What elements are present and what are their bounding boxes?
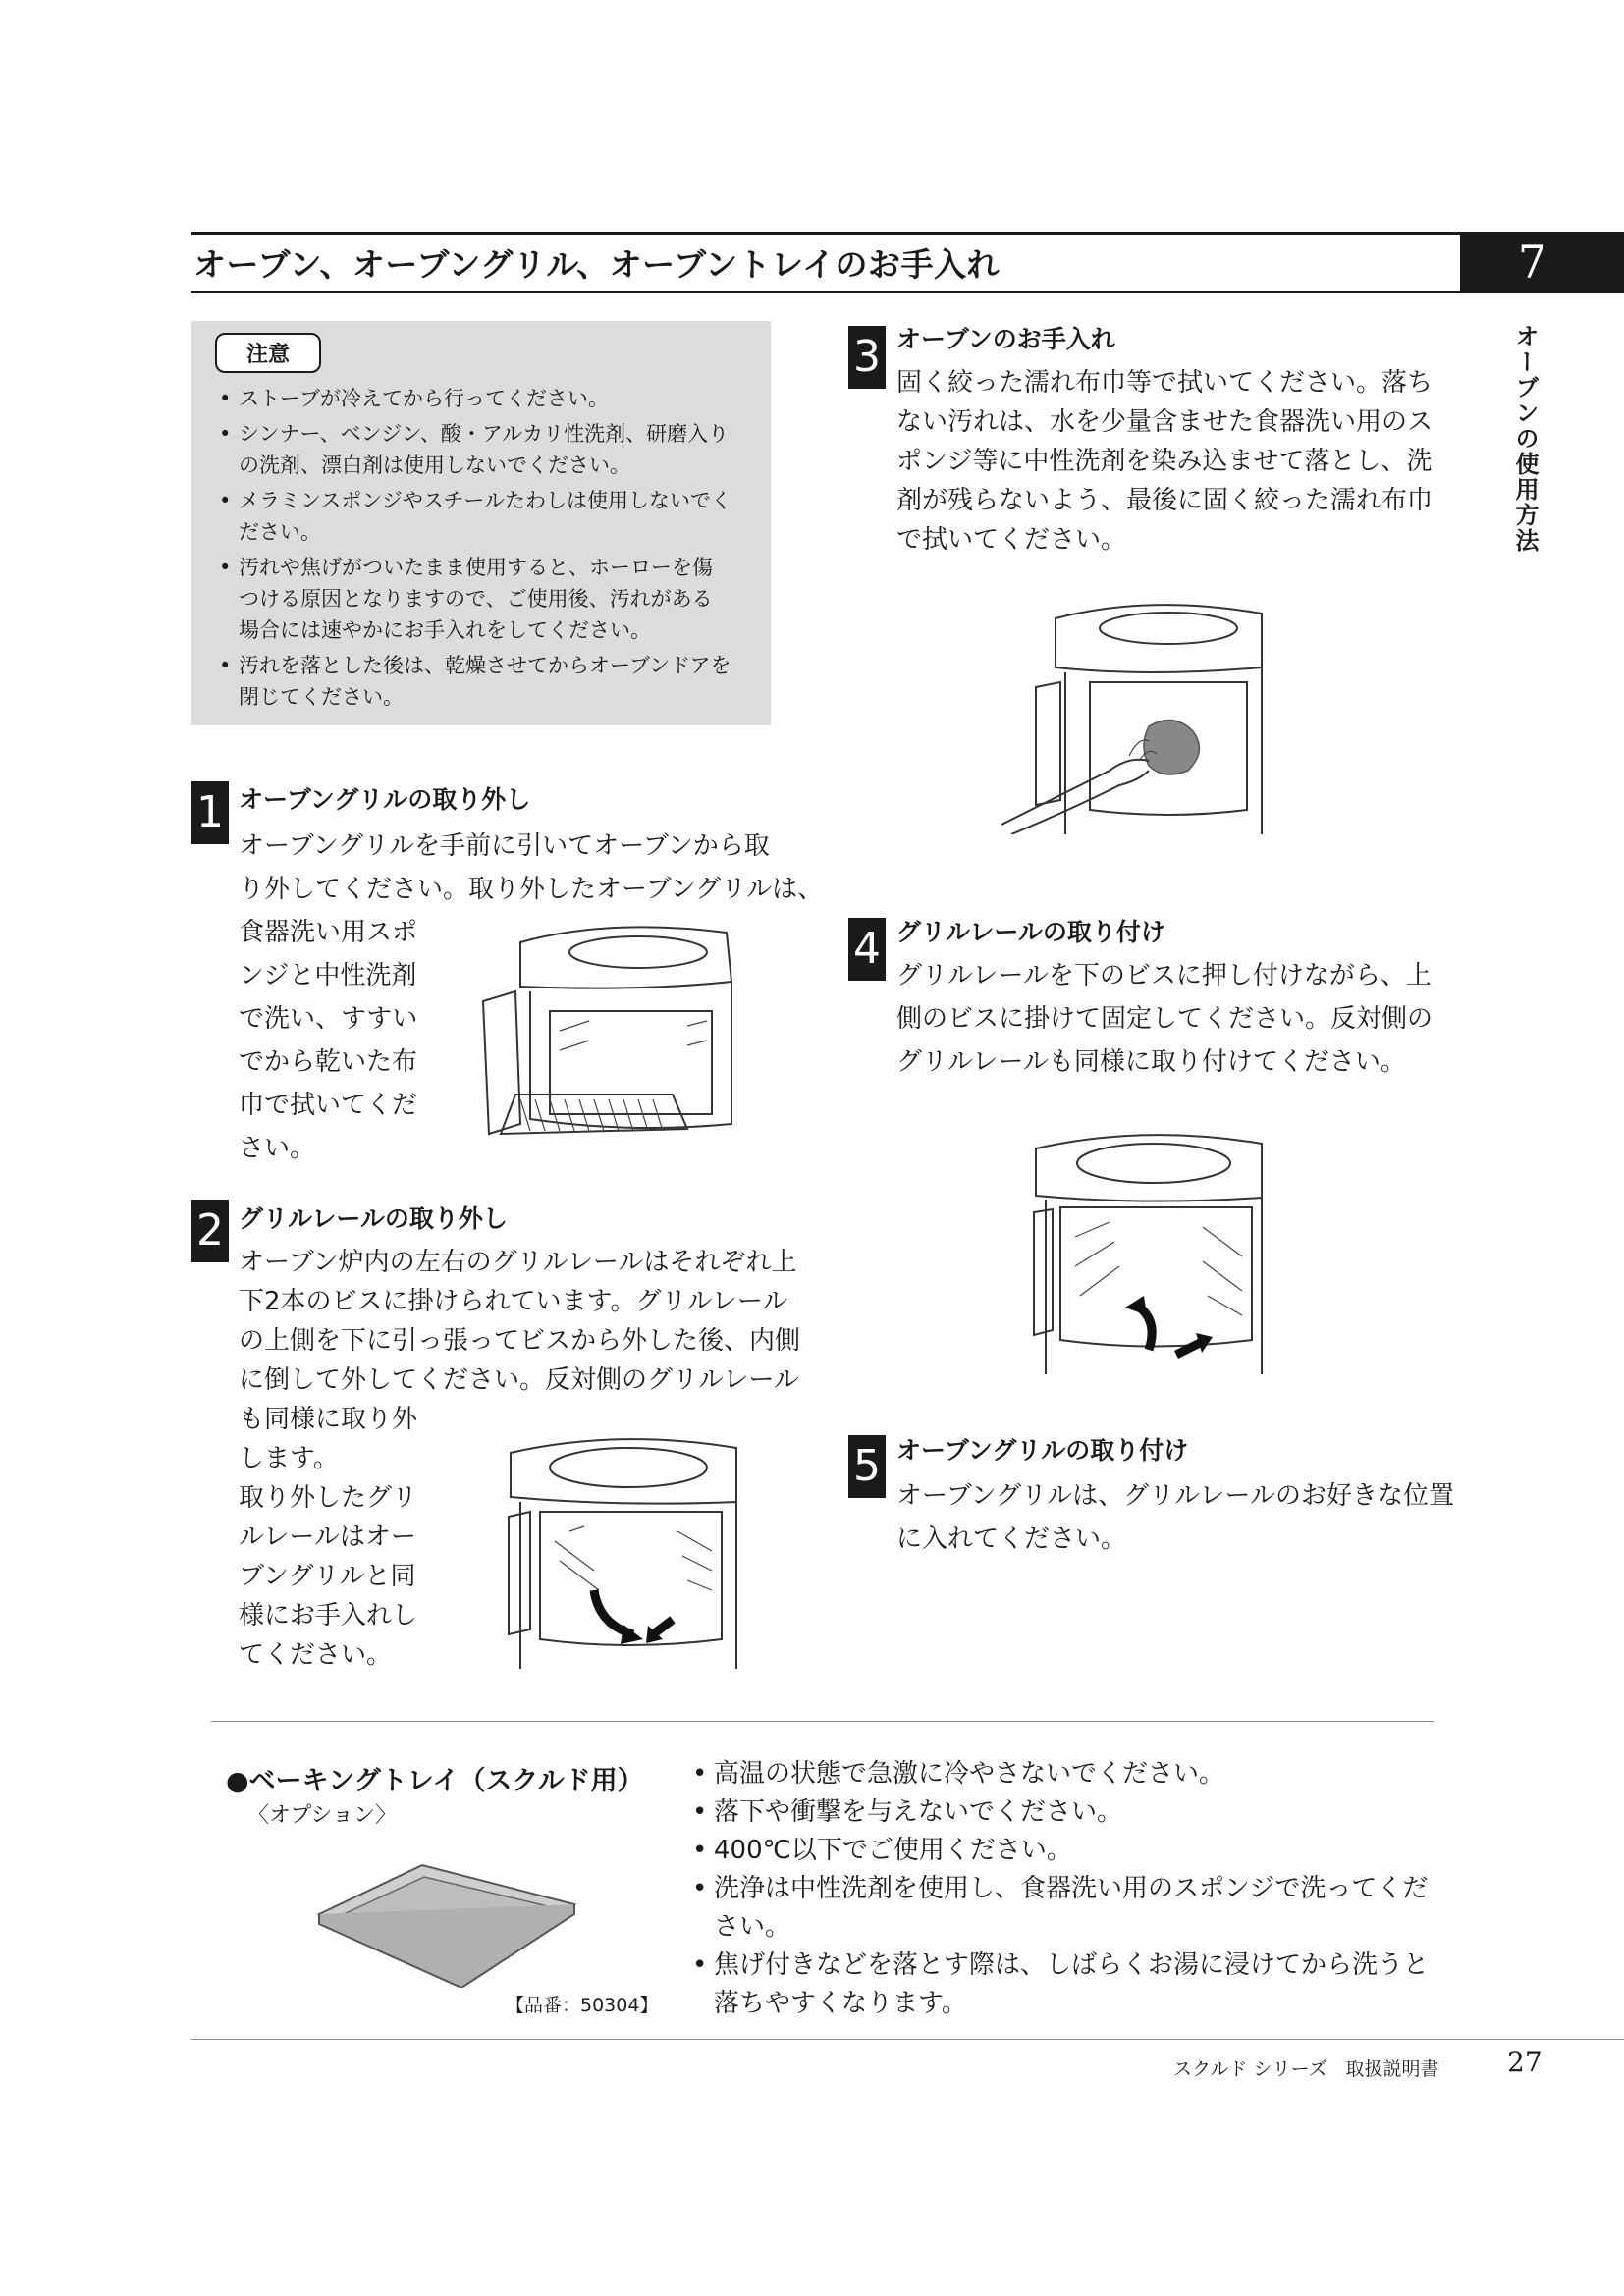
rail-installation-illustration	[1031, 1129, 1267, 1374]
step-line: さい。	[239, 1134, 316, 1163]
bullet-icon: •	[692, 1797, 708, 1827]
bullet-icon: •	[219, 422, 232, 446]
bullet-line: 高温の状態で急激に冷やさないでください。	[714, 1759, 1225, 1789]
step-line: の上側を下に引っ張ってビスから外した後、内側	[239, 1326, 801, 1356]
bullet-item	[209, 383, 753, 414]
step-body	[896, 322, 1433, 560]
bullet-line: ストーブが冷えてから行ってください。	[239, 387, 609, 410]
bullet-line: ださい。	[239, 520, 321, 544]
step-title: グリルレールの取り外し	[239, 1204, 508, 1233]
step-line: ブングリルと同	[239, 1562, 416, 1591]
bullet-line: 落下や衝撃を与えないでください。	[714, 1797, 1123, 1827]
step-line: り外してください。取り外したオーブングリルは、	[239, 875, 824, 904]
bullet-item	[690, 1755, 1446, 1793]
caution-box	[191, 321, 771, 725]
baking-tray-option-label: 〈オプション〉	[247, 1803, 398, 1828]
page-number: 27	[1507, 2046, 1543, 2078]
step-title: オーブングリルの取り付け	[896, 1436, 1189, 1465]
step-line: します。	[239, 1444, 339, 1473]
step-line: 固く絞った濡れ布巾等で拭いてください。落ち	[896, 368, 1434, 398]
step-line: 食器洗い用スポ	[239, 918, 418, 947]
bullet-icon: •	[692, 1759, 708, 1789]
caution-tag: 注意	[215, 333, 321, 373]
step-line: に倒して外してください。反対側のグリルレール	[239, 1365, 799, 1395]
bullet-line: さい。	[714, 1912, 791, 1942]
step-line: 取り外したグリ	[239, 1483, 418, 1513]
bullet-icon: •	[219, 556, 232, 579]
step-line: オーブングリルは、グリルレールのお好きな位置	[896, 1481, 1454, 1511]
chapter-number: 7	[1460, 232, 1624, 293]
bullet-line: 汚れや焦げがついたまま使用すると、ホーローを傷	[239, 556, 713, 579]
step-line: ルレールはオー	[239, 1522, 416, 1552]
page-title: オーブン、オーブングリル、オーブントレイのお手入れ	[193, 245, 1000, 284]
bullet-icon: •	[692, 1836, 708, 1865]
step-title: オーブンのお手入れ	[896, 325, 1115, 353]
step-number: 3	[848, 326, 886, 389]
section-separator	[211, 1721, 1434, 1722]
notes-list	[690, 1755, 1446, 2023]
step-number: 2	[191, 1200, 229, 1262]
step-line: てください。	[239, 1640, 393, 1670]
step-body	[896, 954, 1433, 1084]
bullet-icon: •	[219, 489, 232, 512]
step-line: ンジと中性洗剤	[239, 961, 417, 990]
bullet-icon: •	[219, 387, 232, 410]
step-line: ポンジ等に中性洗剤を染み込ませて落とし、洗	[896, 447, 1433, 476]
step-number: 1	[191, 781, 229, 844]
baking-tray-illustration	[314, 1860, 579, 1988]
bullet-line: の洗剤、漂白剤は使用しないでください。	[239, 454, 630, 477]
title-rule	[191, 232, 1460, 235]
step-line: で洗い、すすい	[239, 1004, 418, 1034]
step-line: 下2本のビスに掛けられています。グリルレール	[239, 1287, 788, 1316]
baking-tray-notes	[690, 1755, 1446, 2023]
bullet-item	[209, 485, 753, 548]
step-line: 剤が残らないよう、最後に固く絞った濡れ布巾	[896, 486, 1434, 515]
step-line: グリルレールも同様に取り付けてください。	[896, 1047, 1406, 1077]
bullet-line: 落ちやすくなります。	[714, 1989, 967, 2018]
rail-removal-illustration	[501, 1433, 746, 1669]
step-line: オーブングリルを手前に引いてオーブンから取	[239, 831, 770, 861]
product-code: 【品番：50304】	[506, 1995, 659, 2016]
bullet-item	[209, 418, 753, 481]
step-line: で拭いてください。	[896, 525, 1127, 555]
bullet-line: メラミンスポンジやスチールたわしは使用しないでく	[239, 489, 732, 512]
bullet-line: 場合には速やかにお手入れをしてください。	[239, 618, 651, 642]
bullet-line: 400℃以下でご使用ください。	[714, 1836, 1072, 1865]
bullet-item	[690, 1832, 1446, 1870]
step-number: 5	[848, 1435, 886, 1498]
step-body	[896, 1474, 1454, 1561]
bullet-line: 汚れを落とした後は、乾燥させてからオーブンドアを	[239, 654, 731, 677]
bullet-item	[690, 1793, 1446, 1832]
bullet-line: 洗浄は中性洗剤を使用し、食器洗い用のスポンジで洗ってくだ	[714, 1874, 1429, 1903]
oven-cleaning-illustration	[1001, 599, 1267, 834]
side-label: オーブンの使用方法	[1511, 324, 1540, 554]
step-line: ない汚れは、水を少量含ませた食器洗い用のス	[896, 407, 1434, 437]
step-line: 側のビスに掛けて固定してください。反対側の	[896, 1004, 1434, 1034]
bullet-icon: •	[219, 654, 232, 677]
title-rule-bottom	[191, 291, 1460, 293]
footer-rule	[191, 2039, 1624, 2040]
step-line: に入れてください。	[896, 1524, 1127, 1554]
bullet-line: 焦げ付きなどを落とす際は、しばらくお湯に浸けてから洗うと	[714, 1950, 1430, 1980]
caution-list	[209, 383, 753, 713]
bullet-icon: •	[692, 1950, 708, 1980]
step-title: グリルレールの取り付け	[896, 918, 1165, 946]
grill-removal-illustration	[461, 923, 746, 1144]
step-line: でから乾いた布	[239, 1047, 418, 1077]
step-line: も同様に取り外	[239, 1405, 418, 1434]
bullet-line: つける原因となりますので、ご使用後、汚れがある	[239, 587, 713, 611]
step-line: オーブン炉内の左右のグリルレールはそれぞれ上	[239, 1248, 797, 1277]
bullet-icon: •	[692, 1874, 708, 1903]
bullet-item	[690, 1947, 1446, 2023]
step-line: 様にお手入れし	[239, 1601, 418, 1630]
bullet-item	[209, 650, 753, 713]
bullet-line: 閉じてください。	[239, 685, 404, 709]
bullet-item	[209, 552, 753, 646]
baking-tray-title: ●ベーキングトレイ（スクルド用）	[226, 1766, 644, 1796]
footer-title: スクルド シリーズ 取扱説明書	[1173, 2058, 1439, 2080]
step-line: 巾で拭いてくだ	[239, 1091, 418, 1120]
bullet-line: シンナー、ベンジン、酸・アルカリ性洗剤、研磨入り	[239, 422, 730, 446]
step-line: グリルレールを下のビスに押し付けながら、上	[896, 961, 1432, 990]
bullet-item	[690, 1870, 1446, 1947]
step-title: オーブングリルの取り外し	[239, 785, 531, 814]
step-number: 4	[848, 918, 886, 981]
